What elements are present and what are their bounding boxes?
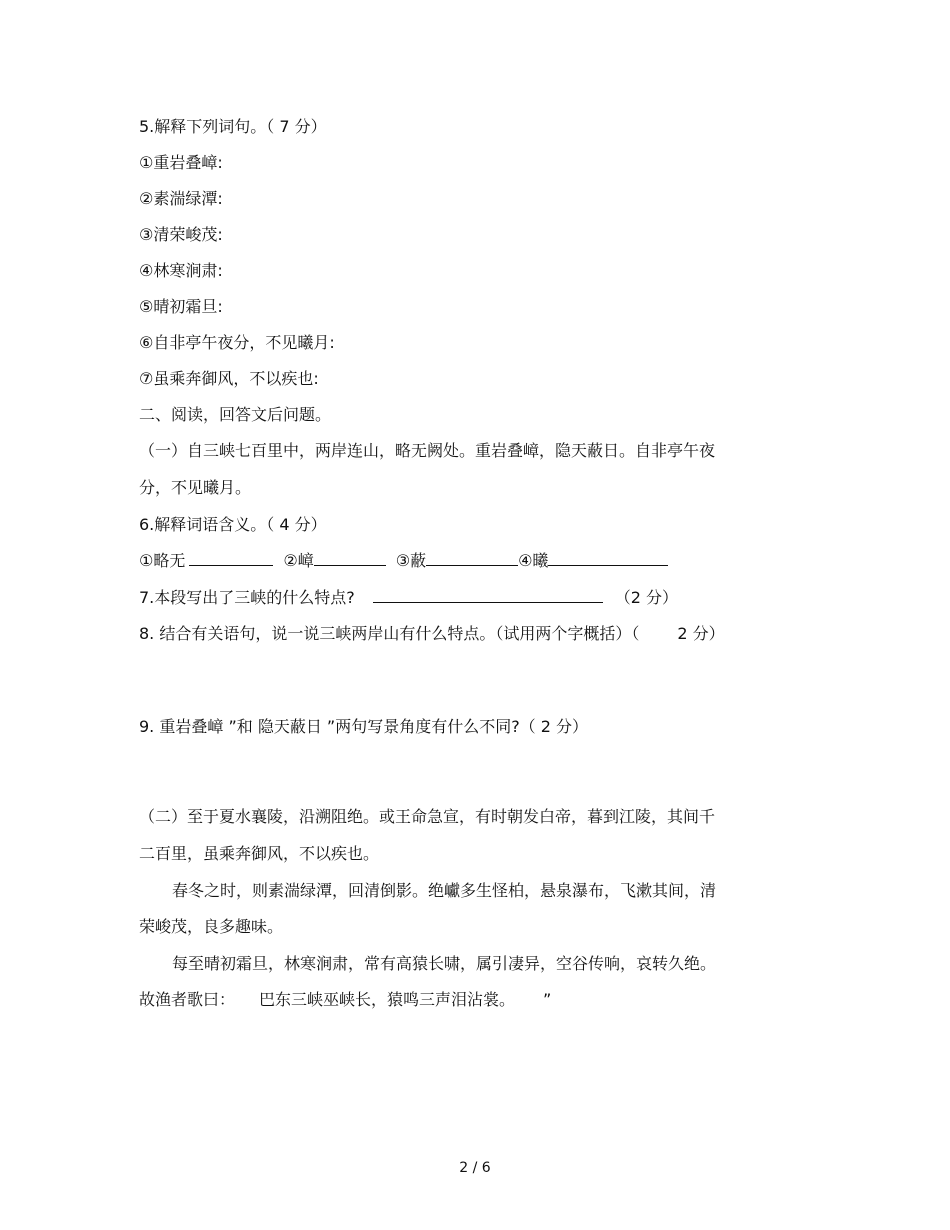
- q6-item-4: ④曦: [518, 551, 549, 570]
- answer-blank[interactable]: [373, 588, 603, 603]
- answer-blank[interactable]: [314, 551, 386, 566]
- answer-blank[interactable]: [426, 551, 518, 566]
- question-7: [139, 587, 678, 609]
- q5-item-2: ②素湍绿潭:: [139, 189, 223, 208]
- q5-item-1: ①重岩叠嶂:: [139, 153, 223, 172]
- passage-1-line-2: 分，不见曦月。: [139, 478, 252, 497]
- section-2-heading: 二、阅读，回答文后问题。: [139, 405, 332, 424]
- passage-2-line-6: [139, 989, 551, 1011]
- question-9: 9. 重岩叠嶂 ”和 隐天蔽日 ”两句写景角度有什么不同?（ 2 分）: [139, 717, 589, 736]
- q5-item-6: ⑥自非亭午夜分，不见曦月:: [139, 333, 335, 352]
- q6-item-2: ②嶂: [283, 551, 314, 570]
- passage-2-line-3: 春冬之时，则素湍绿潭，回清倒影。绝巘多生怪柏，悬泉瀑布，飞漱其间，清: [172, 881, 717, 900]
- closing-quote: ”: [543, 990, 552, 1009]
- q5-item-7: ⑦虽乘奔御风，不以疾也:: [139, 369, 319, 388]
- passage-2-line-4: 荣峻茂，良多趣味。: [139, 917, 284, 936]
- passage-1-line-1: （一）自三峡七百里中，两岸连山，略无阙处。重岩叠嶂，隐天蔽日。自非亭午夜: [139, 441, 716, 460]
- fisherman-song: 巴东三峡巫峡长，猿鸣三声泪沾裳。: [259, 990, 516, 1009]
- q6-item-1: ①略无: [139, 551, 186, 570]
- q5-item-3: ③清荣峻茂:: [139, 225, 223, 244]
- passage-2-line-2: 二百里，虽乘奔御风，不以疾也。: [139, 844, 380, 863]
- question-8: [139, 623, 725, 645]
- question-6-title: 6.解释词语含义。（ 4 分）: [139, 515, 327, 534]
- answer-blank[interactable]: [548, 551, 668, 566]
- question-6-items: [139, 550, 668, 572]
- q6-item-3: ③蔽: [395, 551, 427, 570]
- q5-item-5: ⑤晴初霜旦:: [139, 297, 223, 316]
- passage-2-line-1: （二）至于夏水襄陵，沿溯阻绝。或王命急宣，有时朝发白帝，暮到江陵，其间千: [139, 807, 716, 826]
- answer-blank[interactable]: [189, 551, 273, 566]
- page-number: 2 / 6: [459, 1160, 491, 1176]
- passage-2-line-5: 每至晴初霜旦，林寒涧肃，常有高猿长啸，属引凄异，空谷传响，哀转久绝。: [172, 954, 717, 973]
- fisherman-song-intro: 故渔者歌曰：: [139, 990, 236, 1009]
- q7-score: （2 分）: [614, 588, 679, 607]
- q8-score: 2 分）: [677, 624, 725, 643]
- q5-item-4: ④林寒涧肃:: [139, 261, 223, 280]
- question-5-title: 5.解释下列词句。（ 7 分）: [139, 117, 327, 136]
- q8-text: 8. 结合有关语句，说一说三峡两岸山有什么特点。（试用两个字概括）（: [139, 624, 640, 643]
- q7-text: 7.本段写出了三峡的什么特点?: [139, 588, 355, 607]
